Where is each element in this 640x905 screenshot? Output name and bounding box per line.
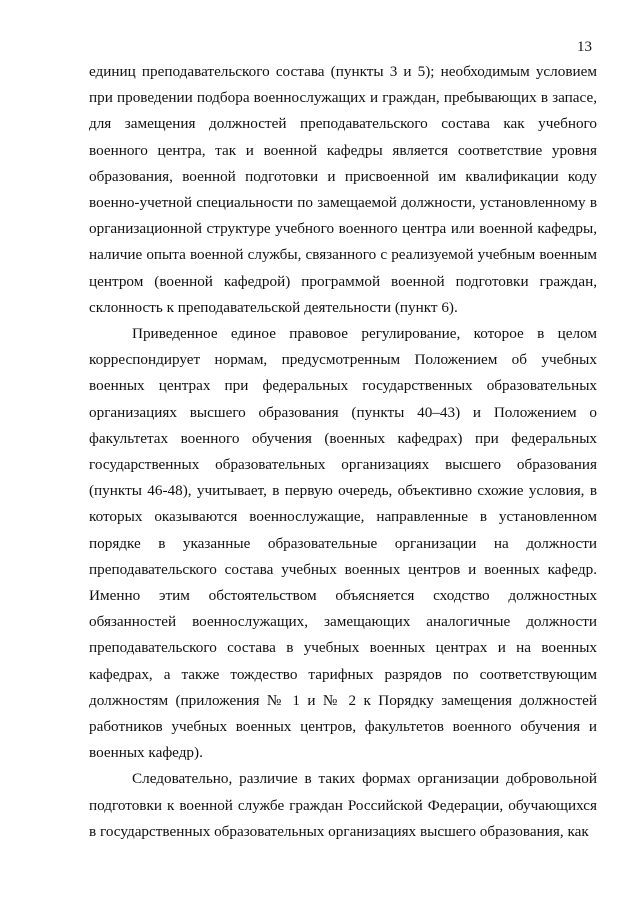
body-text [89, 59, 597, 845]
paragraph-legal-regulation: Приведенное единое правовое регулирование, которое в целом корреспондирует нормам, предусмотренным Положением об учебных военных центрах при федеральных государственных образовательных организациях высшего образования (пункты 40–43) и Положением о факультетах военного обучения (военных кафедрах) при федеральных государственных образовательных организациях высшего образования (пункты 46-48), учитывает, в первую очередь, объективно схожие условия, в которых оказываются военнослужащие, направленные в установленном порядке в указанные образовательные организации на должности преподавательского состава учебных военных центров и военных кафедр. Именно этим обстоятельством объясняется сходство должностных обязанностей военнослужащих, замещающих аналогичные должности преподавательского состава в учебных военных центрах и на военных кафедрах, а также тождество тарифных разрядов по соответствующим должностям (приложения № 1 и № 2 к Порядку замещения должностей работников учебных военных центров, факультетов военного обучения и военных кафедр). [89, 325, 597, 762]
paragraph-continued: единиц преподавательского состава (пункты 3 и 5); необходимым условием при проведении подбора военнослужащих и граждан, пребывающих в запасе, для замещения должностей преподавательского состава как учебного военного центра, так и военной кафедры является соответствие уровня образования, военной подготовки и присвоенной им квалификации коду военно-учетной специальности по замещаемой должности, установленному в организационной структуре учебного военного центра или военной кафедры, наличие опыта военной службы, связанного с реализуемой учебным военным центром (военной кафедрой) программой военной подготовки граждан, склонность к преподавательской деятельности (пункт 6). [89, 63, 597, 316]
paragraph-conclusion: Следовательно, различие в таких формах организации добровольной подготовки к военной службе граждан Российской Федерации, обучающихся в государственных образовательных организациях высшего образования, как [89, 770, 597, 840]
page-number: 13 [577, 39, 592, 55]
